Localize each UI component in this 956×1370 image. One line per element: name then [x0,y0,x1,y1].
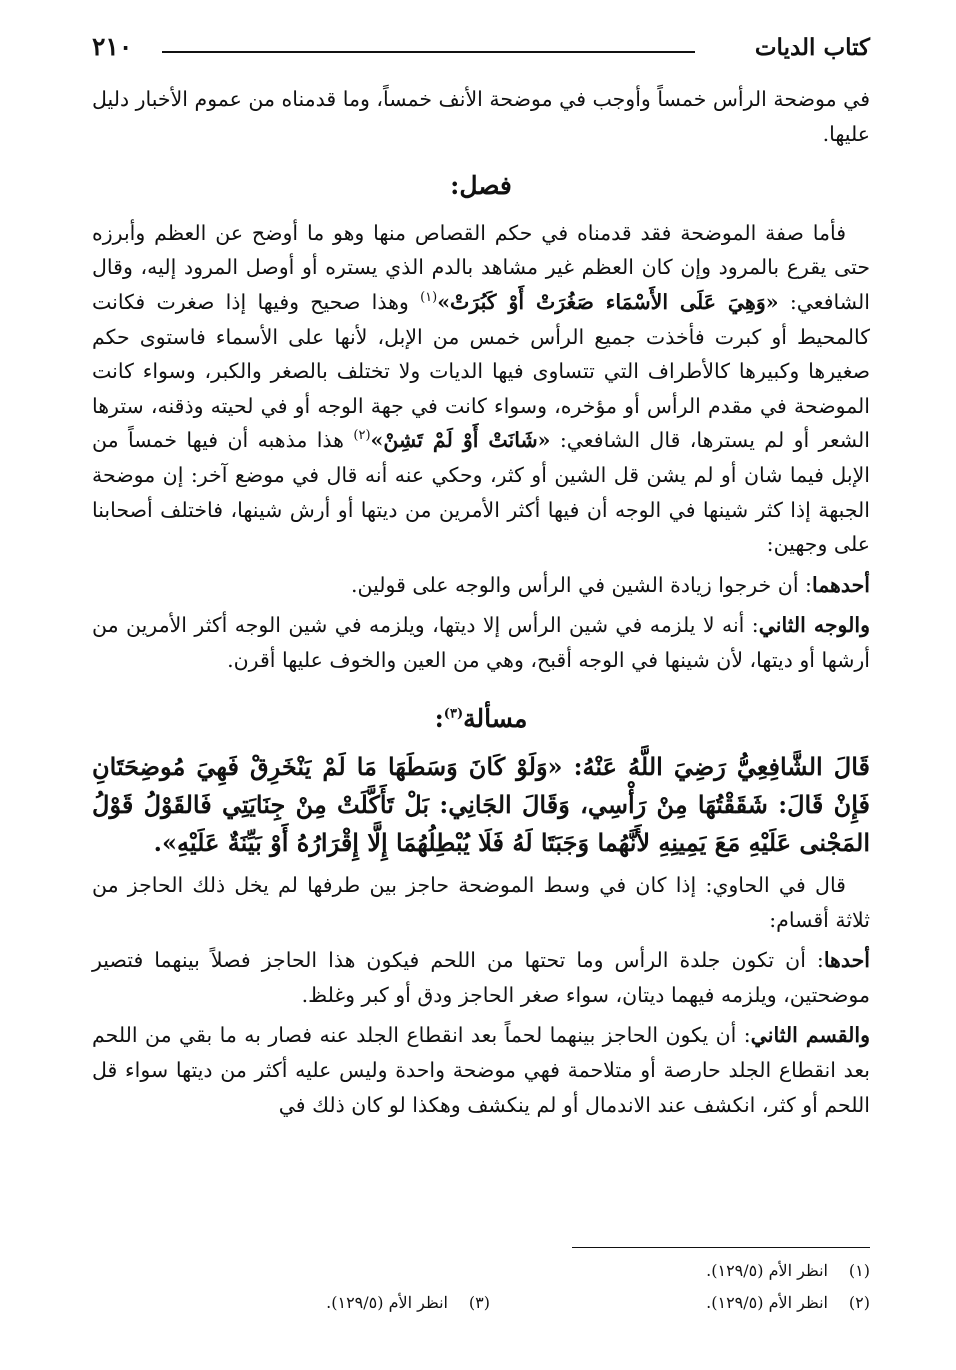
footnote-3 [326,1287,490,1319]
text-run: وهذا صحيح وفيها إذا صغرت فكانت كالمحيط أو كبرت فأخذت جميع الرأس خمس من الإبل، لأنها على الأسماء فاستوى حكم صغيرها وكبيرها كالأطراف التي تتساوى فيها الديات ولا تختلف بالصغر والكبر، وسواء كانت الموضحة في مقدم الرأس أو مؤخره، وسواء كانت في جهة الوجه أو في لحيته وذقنه، سترها الشعر أو لم يسترها، قال الشافعي: [92,289,870,453]
lead-word: والوجه الثاني [758,613,870,638]
footnotes [170,1255,870,1319]
opening-paragraph: في موضحة الرأس خمساً وأوجب في موضحة الأنف خمساً، وما قدمناه من عموم الأخبار دليل عليها. [92,87,870,146]
lead-word: والقسم الثاني [750,1023,870,1048]
footnote-text: انظر الأم (١٢٩/٥). [706,1293,828,1312]
text-run: : أن خرجوا زيادة الشين في الرأس والوجه على قولين. [350,572,812,597]
footnote-row [170,1287,870,1319]
footnote-number: (٣) [468,1293,490,1312]
text-run: : أنه لا يلزمه في شين الرأس إلا ديتها، ويلزمه في شين الوجه أكثر الأمرين من أرشها أو ديتها، لأن شينها في الوجه أقبح، وهي من العين والخوف عليها أقرن. [92,613,870,672]
footnote-ref: (٢) [353,428,371,444]
text-run: : أن تكون جلدة الرأس وما تحتها من اللحم فيكون هذا الحاجز فصلاً بينهما فتصير موضحتين، ويلزمه فيهما ديتان، سواء صغر الحاجز ودق أو كبر وغلظ. [92,948,870,1007]
footnote-text: انظر الأم (١٢٩/٥). [326,1293,448,1312]
lead-word: أحدهما [811,572,870,597]
footnote-row [170,1255,870,1287]
text-run: هذا مذهبه أن فيها خمساً من الإبل فيما شان أو لم يشن قل الشين أو كثر، وحكي عنه أنه قال في موضع آخر: إن موضحة الجبهة إذا كثر شينها في الوجه أن فيها أكثر الأمرين من ديتها أو أرش شينها، فاختلف أصحابنا على وجهين: [92,428,870,557]
footnote-2 [706,1287,870,1319]
footnote-text: انظر الأم (١٢٩/٥). [706,1261,828,1280]
text-run: : أن يكون الحاجز بينهما لحماً بعد انقطاع الجلد عنه فصار به ما بقي من اللحم بعد انقطاع الجلد حارصة أو متلاحمة فهي موضحة واحدة وليس عليه أكثر من ديتها سواء قل اللحم أو كثر، انكشف عند الاندمال أو لم ينكشف وهكذا لو كان ذلك في [92,1023,870,1117]
page-header [92,30,870,70]
paragraph-part-one [92,943,870,1012]
page-body [92,82,870,1122]
fasl-heading: فصل: [450,171,512,201]
footnote-number: (٢) [848,1293,870,1312]
text-run: فأما صفة الموضحة فقد قدمناه في حكم القصاص منها وهو ما أوضح عن العظم وأبرزه حتى يقرع بالمرود وإن كان العظم غير مشاهد بالدم الذي يستره أو أوصل المرود إليه، وقال الشافعي: [92,220,870,314]
quoted-text: «وَهِيَ عَلَى الأَسْمَاء صَغُرَتْ أَوْ كَبُرَتْ» [437,289,779,314]
footnote-rule [572,1247,870,1248]
paragraph-fasl [92,216,870,562]
masala-heading [92,702,870,737]
running-title: كتاب الديات [754,34,870,61]
quoted-text: «شَانَتْ أَوْ لَمْ تَشِنْ» [370,428,551,453]
paragraph-part-two [92,1018,870,1122]
footnote-ref: (١) [420,290,438,306]
footnote-number: (١) [848,1261,870,1280]
heading-colon: : [434,703,444,733]
footnote-ref: (٣) [443,706,464,722]
paragraph-second-view [92,608,870,677]
page-number: ٢١٠ [92,32,133,61]
heading-text: مسألة [463,703,528,733]
header-rule [162,51,695,53]
shafii-text: قَالَ الشَّافِعِيُّ رَضِيَ اللَّهُ عَنْهُ: «وَلَوْ كَانَ وَسَطَهَا مَا لَمْ يَنْخَرِقْ فَهِيَ مُوضِحَتَانِ فَإِنْ قَالَ: شَقَقْتُهَا مِنْ رَأْسِي، وَقَالَ الجَانِي: بَلْ تَأَكَّلَتْ مِنْ جِنَايَتِي فَالقَوْلُ قَوْلُ المَجْنى عَلَيْهِ مَعَ يَمِينِهِ لأَنَّهُما وَجَبَتَا لَهُ فَلَا يُبْطِلُهُمَا إِلَّا إِقْرَارُهُ أَوْ بَيِّنَةٌ عَلَيْهِ». [92,752,870,858]
footnote-1 [706,1255,870,1287]
paragraph-first-view [92,568,870,603]
paragraph-hawi: قال في الحاوي: إذا كان في وسط الموضحة حاجز بين طرفها لم يخل ذلك الحاجز من ثلاثة أقسام: [92,873,870,932]
lead-word: أحدها [823,948,870,973]
